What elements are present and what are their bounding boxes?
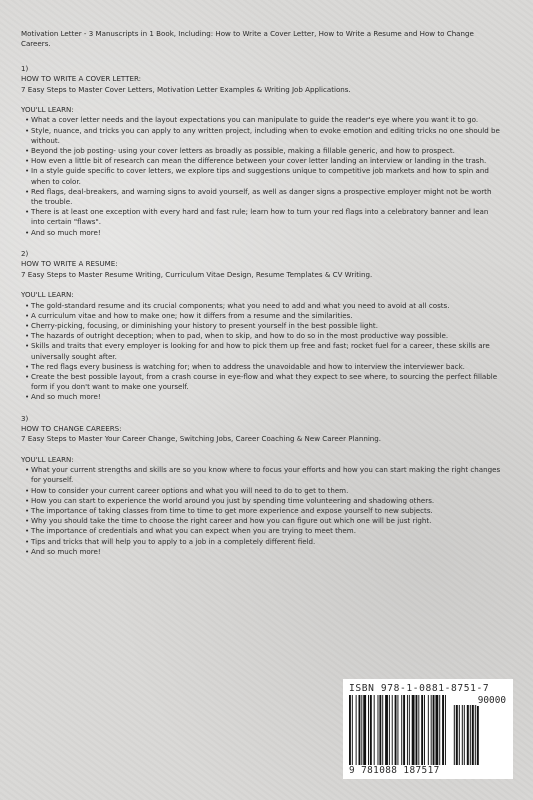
list-item: • What a cover letter needs and the layout expectations you can manipulate to guide the reader's eye where you want it to go. (25, 115, 479, 125)
book-intro: Motivation Letter - 3 Manuscripts in 1 Book, Including: How to Write a Cover Letter, How to Write a Resume and How to Change Careers. (21, 29, 474, 49)
list-item: • How to consider your current career options and what you will need to do to get to them. (25, 485, 349, 495)
barcode-bar (428, 695, 429, 767)
barcode-bar (435, 695, 438, 767)
barcode-bar (392, 695, 393, 767)
barcode-bar (409, 695, 410, 767)
barcode-bar (456, 705, 458, 767)
barcode-bar (475, 705, 476, 767)
list-item: • Red flags, deal-breakers, and warning signs to avoid yourself, as well as danger signs a prospective employer might not be worth the trouble. (25, 186, 492, 207)
list-item: • How even a little bit of research can mean the difference between your cover letter landing an interview or landing in the trash. (25, 156, 487, 166)
barcode-bar (445, 695, 446, 767)
section-number: 3) (21, 413, 29, 423)
list-item: • And so much more! (25, 546, 101, 556)
learn-heading: YOU'LL LEARN: (21, 105, 74, 115)
list-item: • And so much more! (25, 392, 101, 402)
barcode-bar (370, 695, 372, 767)
barcode-bar (424, 695, 425, 767)
barcode-bar (431, 695, 432, 767)
section-subtitle: 7 Easy Steps to Master Your Career Change, Switching Jobs, Career Coaching & New Career Planning. (21, 434, 382, 444)
list-item: • The gold-standard resume and its crucial components; what you need to add and what you need to avoid at all costs. (25, 300, 450, 310)
barcode-bar (433, 695, 435, 767)
isbn-label: ISBN 978-1-0881-8751-7 (349, 683, 490, 694)
barcode-bar (407, 695, 408, 767)
barcode-bar (439, 695, 440, 767)
list-item: • And so much more! (25, 227, 101, 237)
list-item: • In a style guide specific to cover letters, we explore tips and suggestions unique to competitive job markets and how to spin and when to color. (25, 166, 489, 186)
barcode-bar (363, 695, 366, 767)
barcode-bar (472, 705, 474, 767)
barcode-bar (412, 695, 415, 767)
back-cover-text (21, 29, 501, 568)
section-heading: HOW TO WRITE A COVER LETTER: (21, 74, 142, 84)
barcode-bar (470, 705, 471, 767)
learn-heading: YOU'LL LEARN: (21, 290, 74, 300)
learn-heading: YOU'LL LEARN: (21, 454, 74, 464)
learn-list (21, 301, 501, 403)
list-item: • Tips and tricks that will help you to apply to a job in a completely different field. (25, 536, 316, 546)
list-item: • Style, nuance, and tricks you can apply to any written project, including when to evoke emotion and editing tricks no one should be without. (25, 125, 500, 145)
section-change-careers (21, 414, 501, 557)
barcode-bar (395, 695, 397, 767)
barcode-bar (459, 705, 460, 767)
barcode-bar (442, 695, 444, 767)
barcode-bar (352, 695, 353, 767)
barcode-bar (382, 695, 383, 767)
barcode-bar (464, 705, 465, 767)
barcode-bar (368, 695, 369, 767)
barcode-bar (477, 705, 479, 767)
section-number: 2) (21, 248, 29, 258)
list-item: • The hazards of outright deception; when to pad, when to skip, and how to do so in the most productive way possible. (25, 331, 449, 341)
list-item: • Beyond the job posting- using your cover letters as broadly as possible, making a fillable generic, and how to prospect. (25, 146, 455, 156)
section-heading: HOW TO CHANGE CAREERS: (21, 423, 122, 433)
barcode-bar (379, 695, 381, 767)
barcode-bar (403, 695, 405, 767)
barcode-bar (385, 695, 388, 767)
section-heading: HOW TO WRITE A RESUME: (21, 259, 118, 269)
list-item: • A curriculum vitae and how to make one; how it differs from a resume and the similarities. (25, 310, 353, 320)
section-subtitle: 7 Easy Steps to Master Cover Letters, Motivation Letter Examples & Writing Job Applications. (21, 84, 351, 94)
learn-list (21, 115, 501, 237)
barcode-bar (356, 695, 357, 767)
barcode-bar (397, 695, 398, 767)
barcode-bar (389, 695, 390, 767)
section-number: 1) (21, 63, 29, 73)
section-subtitle: 7 Easy Steps to Master Resume Writing, Curriculum Vitae Design, Resume Templates & CV Writing. (21, 269, 373, 279)
section-resume (21, 249, 501, 403)
list-item: • Why you should take the time to choose the right career and how you can figure out which one will be just right. (25, 516, 432, 526)
barcode-bar (462, 705, 463, 767)
barcode-bar (416, 695, 418, 767)
barcode-bar (401, 695, 402, 767)
barcode-bar (418, 695, 419, 767)
list-item: • Create the best possible layout, from a crash course in eye-flow and what they expect to see where, to sourcing the perfect fillable form if you don't want to make one yourself. (25, 371, 498, 392)
barcode-digits: 9 781088 187517 (349, 765, 507, 776)
list-item: • Skills and traits that every employer is looking for and how to pick them up free and fast; rocket fuel for a career, these skills are universally sought after. (25, 341, 490, 361)
list-item: • The red flags every business is watching for; when to address the unavoidable and how to interview the interviewer back. (25, 361, 465, 371)
list-item: • There is at least one exception with every hard and fast rule; learn how to turn your red flags into a celebratory banner and lean into certain "flaws". (25, 207, 489, 227)
section-cover-letter (21, 64, 501, 238)
price-code: 90000 (477, 695, 506, 706)
barcode-bar (467, 705, 469, 767)
barcode-bar (359, 695, 361, 767)
barcode-bar (378, 695, 379, 767)
list-item: • The importance of credentials and what you can expect when you are trying to meet them. (25, 526, 356, 536)
list-item: • How you can start to experience the world around you just by spending time volunteering and shadowing others. (25, 495, 435, 505)
list-item: • Cherry-picking, focusing, or diminishing your history to present yourself in the best possible light. (25, 320, 378, 330)
barcode-bar (421, 695, 423, 767)
barcode-bar (374, 695, 375, 767)
isbn-barcode (343, 679, 513, 779)
barcode-bar (361, 695, 362, 767)
barcode-bar (454, 705, 455, 767)
list-item: • What your current strengths and skills are so you know where to focus your efforts and how you can start making the right changes for yourself. (25, 465, 501, 485)
learn-list (21, 465, 501, 557)
list-item: • The importance of taking classes from time to time to get more experience and expose yourself to new subjects. (25, 505, 433, 515)
barcode-bar (349, 695, 351, 767)
